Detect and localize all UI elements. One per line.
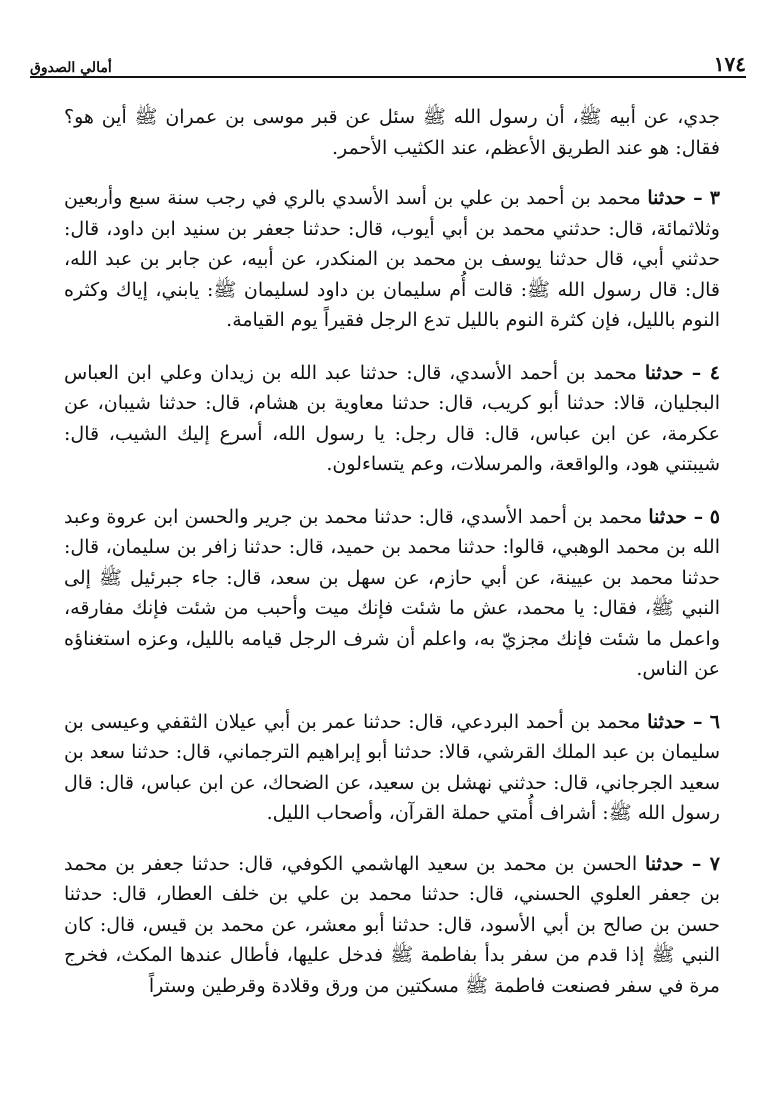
paragraph-lead: ٣ – حدثنا [647,187,720,209]
paragraph-text: محمد بن أحمد بن علي بن أسد الأسدي بالري في رجب سنة سبع وأربعين وثلاثمائة، قال: حدثني محمد بن أبي أيوب، قال: حدثنا جعفر بن سنيد ابن داود، قال: حدثني أبي، قال حدثنا يوسف بن محمد بن المنكدر، عن أبيه، عن جابر بن عبد الله، قال: قال رسول الله ﷺ: قالت أُم سليمان بن داود لسليمان ﷺ: يابني، إياك وكثره النوم بالليل، فإن كثرة النوم بالليل تدع الرجل فقيراً يوم القيامة. [64,187,720,331]
paragraph-text: جدي، عن أبيه ﷺ، أن رسول الله ﷺ سئل عن قبر موسى بن عمران ﷺ أين هو؟ فقال: هو عند الطريق الأعظم، عند الكثيب الأحمر. [64,106,720,159]
page-number: ١٧٤ [713,52,746,76]
paragraph-lead: ٦ – حدثنا [647,710,720,733]
paragraph-lead: ٤ – حدثنا [644,361,720,384]
page-header [30,48,746,76]
paragraph [64,358,720,480]
paragraph [64,707,720,829]
paragraph-text: محمد بن أحمد الأسدي، قال: حدثنا عبد الله بن زيدان وعلي ابن العباس البجليان، قالا: حدثنا أبو كريب، قال: حدثنا معاوية بن هشام، قال: حدثنا شيبان، عن عكرمة، عن ابن عباس، قال: قال رجل: يا رسول الله، أسرع إليك الشيب، قال: شيبتني هود، والواقعة، والمرسلات، وعم يتساءلون. [64,361,720,475]
book-title: أمالي الصدوق [30,60,112,76]
paragraph [64,502,720,685]
page-body [64,102,720,1001]
paragraph [64,849,720,1002]
header-rule [30,76,746,78]
paragraph [64,102,720,163]
paragraph-text: الحسن بن محمد بن سعيد الهاشمي الكوفي، قال: حدثنا جعفر بن محمد بن جعفر العلوي الحسني، قال: حدثنا محمد بن علي بن خلف العطار، قال: حدثنا حسن بن صالح بن أبي الأسود، قال: حدثنا أبو معشر، عن محمد بن قيس، قال: كان النبي ﷺ إذا قدم من سفر بدأ بفاطمة ﷺ فدخل عليها، فأطال عندها المكث، فخرج مرة في سفر فصنعت فاطمة ﷺ مسكتين من ورق وقلادة وقرطين وستراً [64,852,720,997]
paragraph-lead: ٧ – حدثنا [644,852,720,875]
paragraph-text: محمد بن أحمد الأسدي، قال: حدثنا محمد بن جرير والحسن ابن عروة وعبد الله بن محمد الوهبي، قالوا: حدثنا محمد بن حميد، قال: حدثنا زافر بن سليمان، قال: حدثنا محمد بن عيينة، عن أبي حازم، عن سهل بن سعد، قال: جاء جبرئيل ﷺ إلى النبي ﷺ، فقال: يا محمد، عش ما شئت فإنك ميت وأحبب من شئت فإنك مفارقه، واعمل ما شئت فإنك مجزيّ به، واعلم أن شرف الرجل قيامه بالليل، وعزه استغناؤه عن الناس. [64,505,720,680]
paragraph-text: محمد بن أحمد البردعي، قال: حدثنا عمر بن أبي عيلان الثقفي وعيسى بن سليمان بن عبد الملك القرشي، قالا: حدثنا أبو إبراهيم الترجماني، قال: حدثنا سعد بن سعيد الجرجاني، قال: حدثني نهشل بن سعيد، عن الضحاك، عن ابن عباس، قال: قال رسول الله ﷺ: أشراف أُمتي حملة القرآن، وأصحاب الليل. [64,710,720,824]
paragraph-lead: ٥ – حدثنا [648,505,720,528]
paragraph [64,183,720,336]
